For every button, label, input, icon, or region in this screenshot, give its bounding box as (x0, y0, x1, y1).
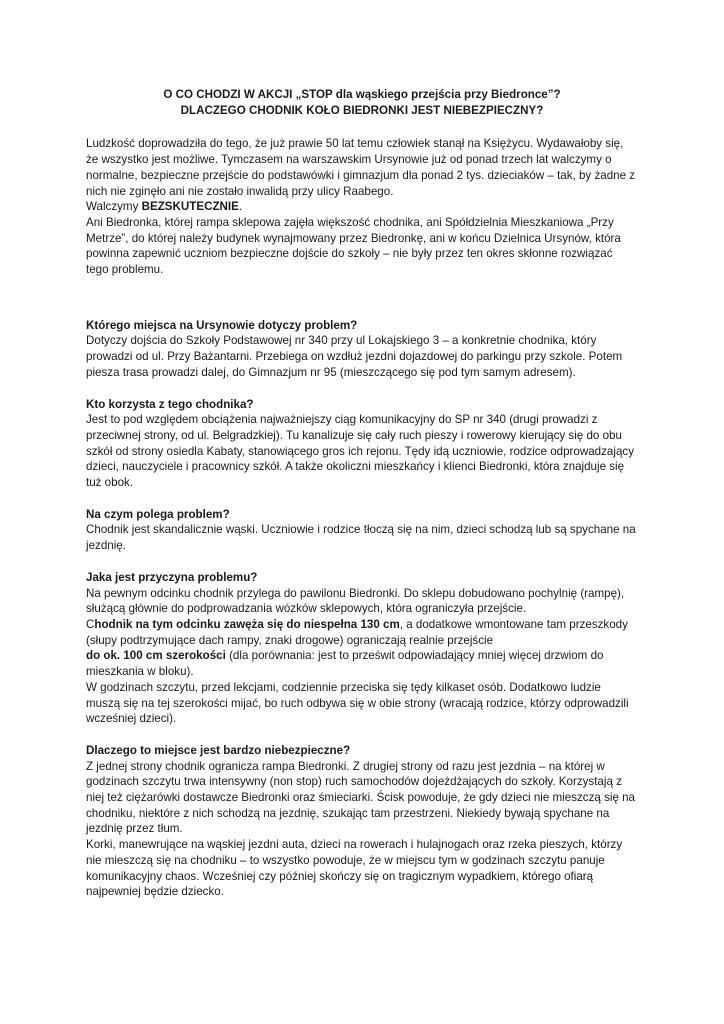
section-body-problem: Chodnik jest skandalicznie wąski. Uczniowie i rodzice tłoczą się na nim, dzieci schodzą lub są spychane na jezdnię. (86, 523, 636, 553)
cause-p2-rest: , a dodatkowe wmontowane tam przeszkody (słupy podtrzymujące dach rampy, znaki drogowe) ograniczają realnie przejście (86, 617, 628, 647)
section-body-location: Dotyczy dojścia do Szkoły Podstawowej nr 340 przy ul Lokajskiego 3 – a konkretnie chodnika, który prowadzi od ul. Przy Bażantarni. Przebiega on wzdłuż jezdni dojazdowej do parkingu przy szkole. Potem piesza trasa prowadzi dalej, do Gimnazjum nr 95 (mieszczącego się pod tym samym adresem). (86, 334, 623, 379)
title-line-1: O CO CHODZI W AKCJI „STOP dla wąskiego przejścia przy Biedronce”? (163, 88, 561, 101)
intro-paragraph-3: Ani Biedronka, której rampa sklepowa zajęła większość chodnika, ani Spółdzielnia Mieszkaniowa „Przy Metrze”, do której należy budynek wynajmowany przez Biedronkę, ani w końcu Dzielnica Ursynów, która powinna zapewnić uczniom bezpieczne dojście do szkoły – nie były przez ten okres skłonne rozwiązać tego problemu. (86, 215, 621, 277)
cause-paragraph-2 (86, 617, 638, 648)
section-heading-danger: Dlaczego to miejsce jest bardzo niebezpieczne? (86, 743, 351, 757)
document-content (86, 87, 638, 900)
intro-paragraph-2 (86, 199, 638, 215)
section-heading-cause: Jaka jest przyczyna problemu? (86, 570, 258, 584)
cause-paragraph-3 (86, 648, 638, 679)
cause-p2-emphasis: hodnik na tym odcinku zawęża się do niespełna 130 cm (94, 617, 400, 631)
intro-p2-prefix: Walczymy (86, 200, 142, 214)
intro-paragraph-1: Ludzkość doprowadziła do tego, że już prawie 50 lat temu człowiek stanął na Księżycu. Wydawałoby się, że wszystko jest możliwe. Tymczasem na warszawskim Ursynowie już od ponad trzech lat walczymy o normalne, bezpieczne przejście do podstawówki i gimnazjum dla ponad 2 tys. dzieciaków – tak, by żadne z nich nie zginęło ani nie zostało inwalidą przy ulicy Raabego. (86, 137, 636, 198)
title-line-2: DLACZEGO CHODNIK KOŁO BIEDRONKI JEST NIEBEZPIECZNY? (180, 103, 544, 117)
section-heading-users: Kto korzysta z tego chodnika? (86, 397, 254, 411)
section-body-users: Jest to pod względem obciążenia najważniejszy ciąg komunikacyjny do SP nr 340 (drugi prowadzi z przeciwnej strony, od ul. Belgradzkiej). Tu kanalizuje się cały ruch pieszy i rowerowy kierujący się do obu szkół od strony osiedla Kabaty, stanowiącego gros ich rejonu. Tędy idą uczniowie, rodzice odprowadzający dzieci, nauczyciele i pracownicy szkół. A także okoliczni mieszkańcy i klienci Biedronki, która znajduje się tuż obok. (86, 413, 634, 490)
danger-paragraph-2: Korki, manewrujące na wąskiej jezdni auta, dzieci na rowerach i hulajnogach oraz rzeka pieszych, którzy nie mieszczą się na chodniku – to wszystko powoduje, że w miejscu tym w godzinach szczytu panuje komunikacyjny chaos. Wcześniej czy później skończy się on tragicznym wypadkiem, którego ofiarą najpewniej będzie dziecko. (86, 838, 623, 899)
cause-p3-emphasis: do ok. 100 cm szerokości (86, 649, 226, 663)
cause-paragraph-4: W godzinach szczytu, przed lekcjami, codziennie przeciska się tędy kilkaset osób. Dodatkowo ludzie muszą się na tej szerokości mijać, bo ruch odbywa się w obie strony (wracają rodzice, którzy odprowadzili wcześniej dzieci). (86, 680, 629, 726)
section-heading-problem: Na czym polega problem? (86, 507, 230, 521)
cause-paragraph-1: Na pewnym odcinku chodnik przylega do pawilonu Biedronki. Do sklepu dobudowano pochylnię (rampę), służącą głównie do podprowadzania wózków sklepowych, która ograniczyła przejście. (86, 586, 625, 616)
section-heading-location: Którego miejsca na Ursynowie dotyczy problem? (86, 318, 358, 332)
document-title (86, 87, 638, 118)
danger-paragraph-1: Z jednej strony chodnik ogranicza rampa Biedronki. Z drugiej strony od razu jest jezdnia – na której w godzinach szczytu trwa intensywny (non stop) ruch samochodów dojeżdżających do szkoły. Korzystają z niej też ciężarówki dostawcze Biedronki oraz śmieciarki. Ścisk powoduje, że gdy dzieci nie mieszczą się na chodniku, niektóre z nich schodzą na jezdnię, szukając tam przestrzeni. Niekiedy bywają spychane na jezdnię przez tłum. (86, 759, 636, 836)
cause-p2-initial: C (86, 617, 95, 631)
intro-p2-suffix: . (238, 200, 243, 214)
cause-p3-rest: (dla porównania: jest to prześwit odpowiadający mniej więcej drzwiom do mieszkania w bloku). (86, 649, 604, 679)
intro-p2-emphasis: BEZSKUTECZNIE (141, 200, 239, 214)
